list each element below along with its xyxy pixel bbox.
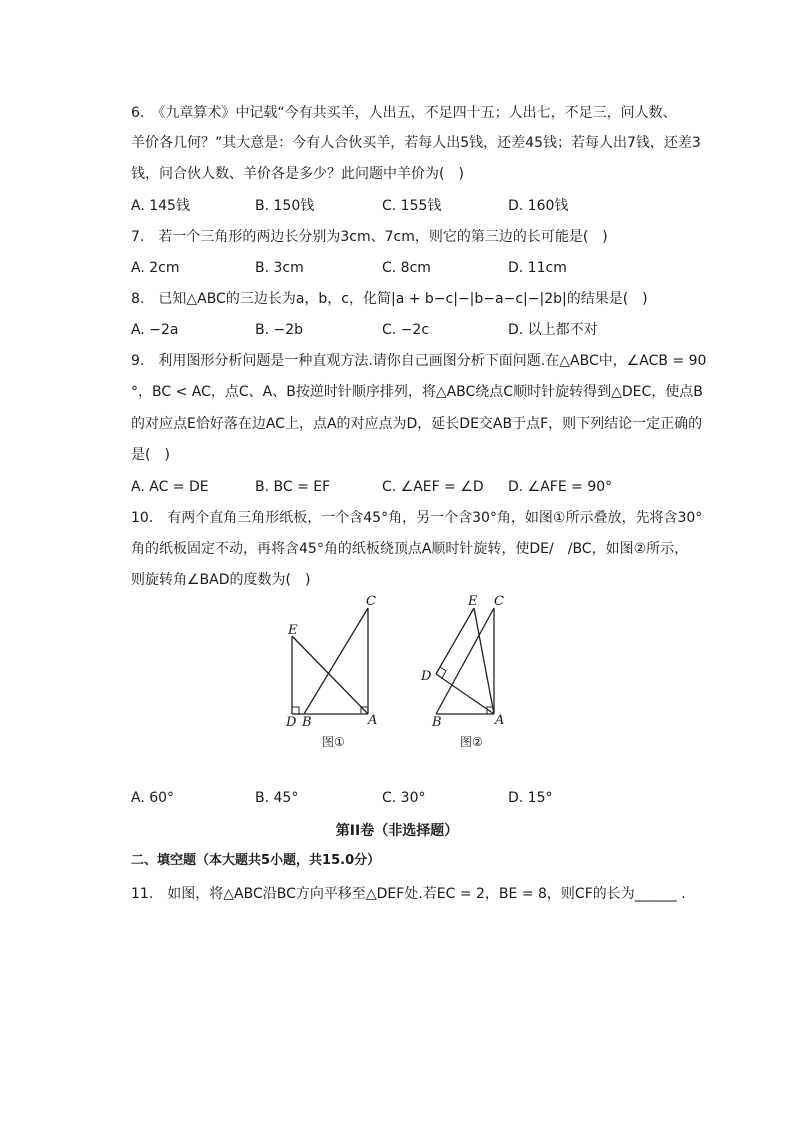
fig2-edge <box>436 608 474 674</box>
q7-option-a: A. 2cm <box>131 260 180 276</box>
q8-option-a: A. −2a <box>131 322 179 338</box>
q6-option-d: D. 160钱 <box>508 198 569 214</box>
q11-line1: 11. 如图，将△ABC沿BC方向平移至△DEF处.若EC = 2，BE = 8，则CF的长为______ . <box>131 886 686 902</box>
fig2-label-c: C <box>494 594 504 609</box>
q9-option-d: D. ∠AFE = 90° <box>508 479 613 495</box>
q6-line1: 6. 《九章算术》中记载“今有共买羊，人出五，不足四十五；人出七，不足三，问人数、 <box>131 105 677 121</box>
q7-option-b: B. 3cm <box>255 260 304 276</box>
q6-option-b: B. 150钱 <box>255 198 315 214</box>
q10-line1: 10. 有两个直角三角形纸板，一个含45°角，另一个含30°角，如图①所示叠放，先将含30° <box>131 510 703 526</box>
q6-line2: 羊价各几何？”其大意是：今有人合伙买羊，若每人出5钱，还差45钱；若每人出7钱，还差3 <box>131 135 701 151</box>
q9-line4: 是( ) <box>131 447 170 463</box>
q6-option-c: C. 155钱 <box>382 198 442 214</box>
q10-line3: 则旋转角∠BAD的度数为( ) <box>131 572 311 588</box>
q8-option-d: D. 以上都不对 <box>508 322 598 338</box>
q10-option-d: D. 15° <box>508 790 553 806</box>
fig2-label-e: E <box>468 594 478 609</box>
fig1-edge <box>292 636 368 714</box>
q10-option-a: A. 60° <box>131 790 175 806</box>
fig2-label-a: A <box>495 713 505 728</box>
section-title: 第II卷（非选择题） <box>335 823 459 839</box>
q7-option-d: D. 11cm <box>508 260 567 276</box>
fig2-label-d: D <box>421 669 432 684</box>
q9-option-b: B. BC = EF <box>255 479 331 495</box>
figure-1 <box>278 592 388 754</box>
q9-option-c: C. ∠AEF = ∠D <box>382 479 484 495</box>
part2-heading: 二、填空题（本大题共5小题，共15.0分） <box>131 853 381 868</box>
q9-line1: 9. 利用图形分析问题是一种直观方法.请你自己画图分析下面问题.在△ABC中，∠ACB = 90 <box>131 353 707 369</box>
fig1-edge <box>304 608 368 714</box>
fig1-label-a: A <box>368 713 378 728</box>
q6-line3: 钱，问合伙人数、羊价各是多少？此问题中羊价为( ) <box>131 166 464 182</box>
fig2-caption: 图② <box>460 735 483 749</box>
q8-option-b: B. −2b <box>255 322 304 338</box>
q10-line2: 角的纸板固定不动，再将含45°角的纸板绕顶点A顺时针旋转，使DE/ /BC，如图②所示， <box>131 541 689 557</box>
q10-option-b: B. 45° <box>255 790 299 806</box>
fig1-label-b: B <box>302 715 312 730</box>
fig1-label-c: C <box>366 594 376 609</box>
fig1-right-angle-mark <box>292 707 299 714</box>
q6-option-a: A. 145钱 <box>131 198 190 214</box>
q9-option-a: A. AC = DE <box>131 479 209 495</box>
fig2-edge <box>436 674 494 714</box>
q7-option-c: C. 8cm <box>382 260 431 276</box>
fig2-right-angle-mark <box>440 667 446 678</box>
q7-line1: 7. 若一个三角形的两边长分别为3cm、7cm，则它的第三边的长可能是( ) <box>131 229 608 245</box>
figure-2 <box>418 592 518 754</box>
q8-line1: 8. 已知△ABC的三边长为a，b，c，化简|a + b−c|−|b−a−c|−|2b|的结果是( ) <box>131 291 648 307</box>
q9-line2: °，BC < AC，点C、A、B按逆时针顺序排列，将△ABC绕点C顺时针旋转得到△DEC，使点B <box>131 384 703 400</box>
fig1-caption: 图① <box>322 735 345 749</box>
q8-option-c: C. −2c <box>382 322 430 338</box>
fig2-edge <box>474 608 494 714</box>
fig1-label-e: E <box>288 623 298 638</box>
fig2-label-b: B <box>432 715 442 730</box>
q10-option-c: C. 30° <box>382 790 426 806</box>
fig1-label-d: D <box>286 715 297 730</box>
q9-line3: 的对应点E恰好落在边AC上，点A的对应点为D，延长DE交AB于点F，则下列结论一定正确的 <box>131 416 703 432</box>
